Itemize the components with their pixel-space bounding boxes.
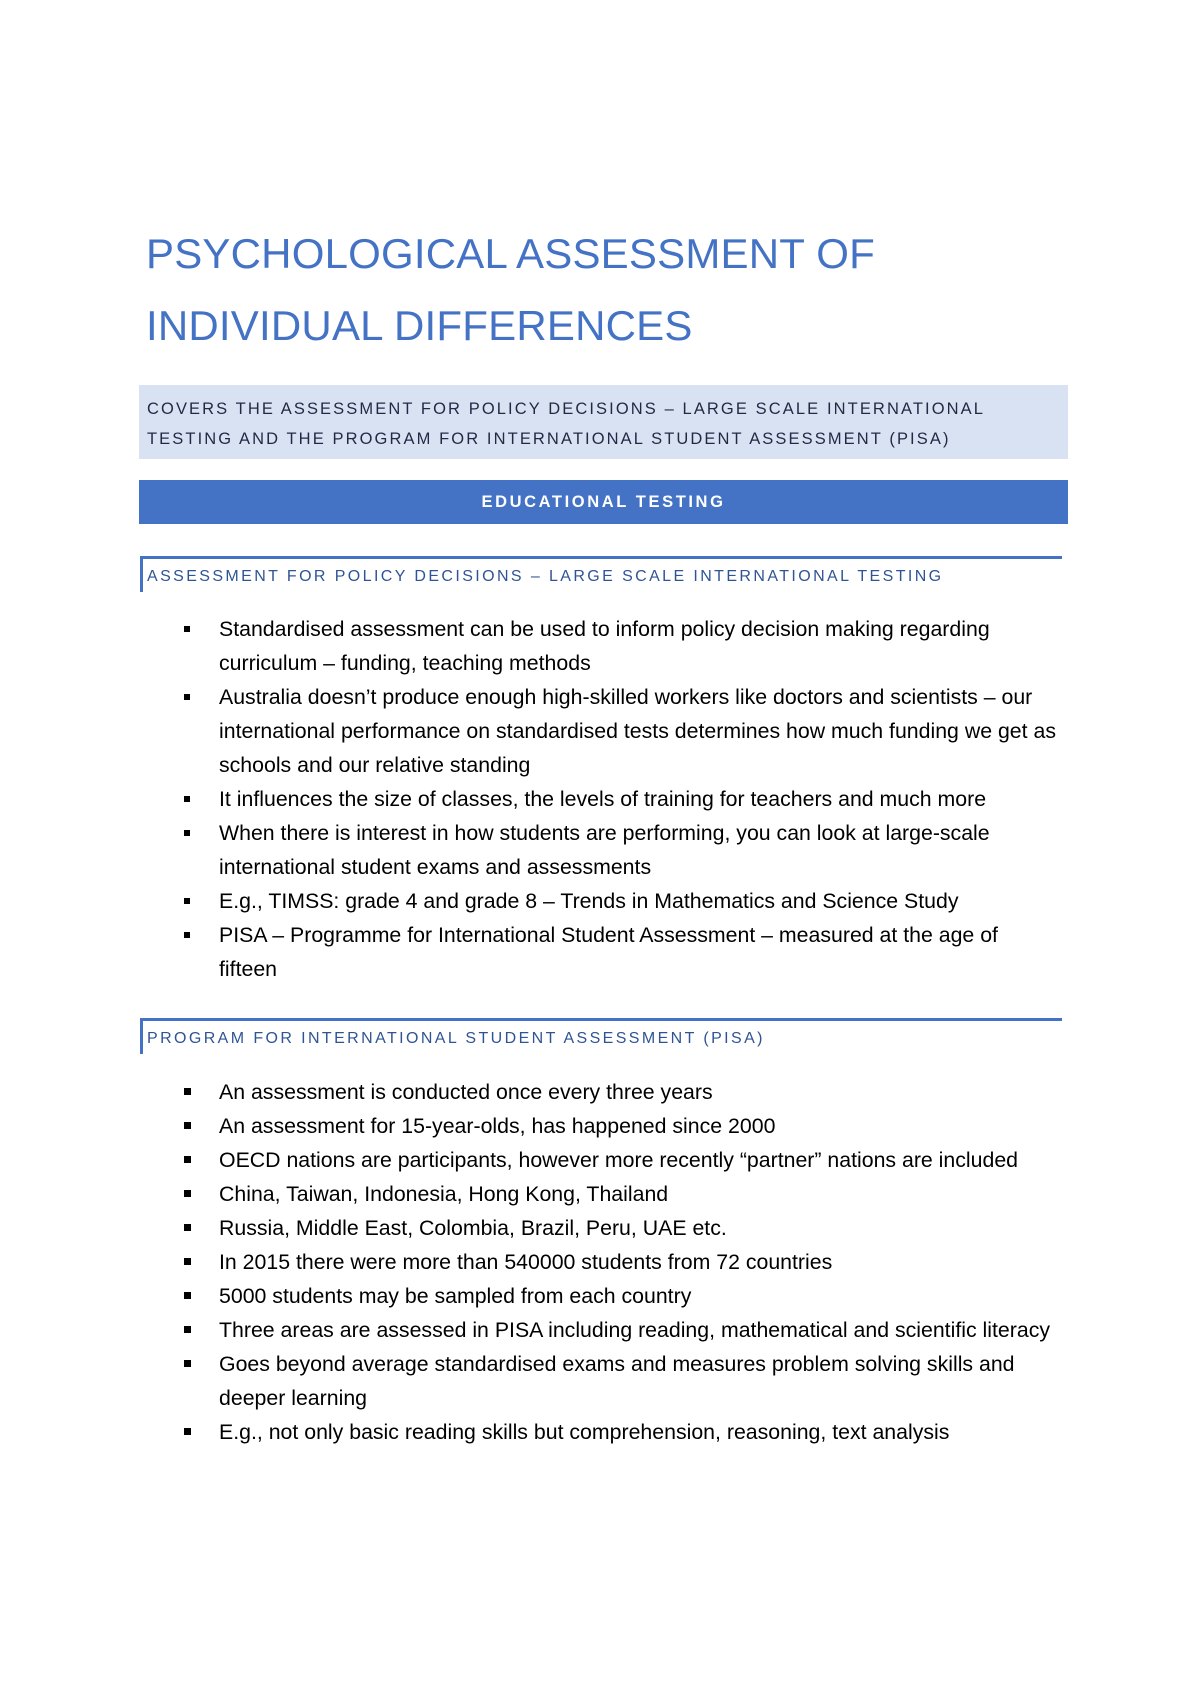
square-bullet-icon	[184, 1088, 191, 1095]
list-item	[0, 1177, 1200, 1211]
list-item	[0, 884, 1200, 918]
square-bullet-icon	[184, 1292, 191, 1299]
title-line-2: INDIVIDUAL DIFFERENCES	[146, 302, 693, 349]
list-item-text: Australia doesn’t produce enough high-skilled workers like doctors and scientists – our international performance on standardised tests determines how much funding we get as schools and our relative standing	[219, 685, 1056, 777]
square-bullet-icon	[184, 1190, 191, 1197]
list-item	[0, 1109, 1200, 1143]
section-heading-text: PROGRAM FOR INTERNATIONAL STUDENT ASSESSMENT (PISA)	[147, 1030, 765, 1047]
square-bullet-icon	[184, 626, 190, 632]
subtitle-line-1: COVERS THE ASSESSMENT FOR POLICY DECISIONS – LARGE SCALE INTERNATIONAL	[147, 400, 986, 418]
list-item	[0, 1143, 1200, 1177]
square-bullet-icon	[184, 1360, 191, 1367]
title-line-1: PSYCHOLOGICAL ASSESSMENT OF	[146, 230, 875, 277]
square-bullet-icon	[184, 694, 190, 700]
list-item-text: In 2015 there were more than 540000 students from 72 countries	[219, 1250, 833, 1274]
list-item-text: E.g., TIMSS: grade 4 and grade 8 – Trends in Mathematics and Science Study	[219, 889, 959, 913]
list-item	[0, 1075, 1200, 1109]
list-item-text: China, Taiwan, Indonesia, Hong Kong, Thailand	[219, 1182, 669, 1206]
list-item-text: Standardised assessment can be used to inform policy decision making regarding curriculum – funding, teaching methods	[219, 617, 990, 675]
list-item	[0, 1415, 1200, 1449]
list-item	[0, 1211, 1200, 1245]
list-item-text: When there is interest in how students are performing, you can look at large-scale international student exams and assessments	[219, 821, 990, 879]
list-item-text: E.g., not only basic reading skills but comprehension, reasoning, text analysis	[219, 1420, 950, 1444]
list-item	[0, 782, 1200, 816]
subtitle-box	[139, 385, 1068, 459]
square-bullet-icon	[184, 1258, 191, 1265]
list-item-text: OECD nations are participants, however more recently “partner” nations are included	[219, 1148, 1019, 1172]
list-item-text: Three areas are assessed in PISA including reading, mathematical and scientific literacy	[219, 1318, 1051, 1342]
list-item-text: Goes beyond average standardised exams and measures problem solving skills and deeper learning	[219, 1352, 1015, 1410]
list-item	[0, 680, 1200, 782]
list-item	[0, 1279, 1200, 1313]
list-item-text: An assessment for 15-year-olds, has happened since 2000	[219, 1114, 776, 1138]
list-item	[0, 1347, 1200, 1415]
square-bullet-icon	[184, 796, 190, 802]
list-item-text: 5000 students may be sampled from each country	[219, 1284, 692, 1308]
bullet-list-pisa	[0, 1075, 1200, 1449]
bullet-list-policy-decisions	[0, 612, 1200, 986]
list-item-text: It influences the size of classes, the levels of training for teachers and much more	[219, 787, 987, 811]
square-bullet-icon	[184, 1224, 191, 1231]
square-bullet-icon	[184, 1156, 191, 1163]
square-bullet-icon	[184, 898, 190, 904]
list-item	[0, 1245, 1200, 1279]
list-item	[0, 918, 1200, 986]
section-heading-policy-decisions	[140, 556, 1062, 592]
document-title	[146, 218, 1106, 362]
section-heading-text: ASSESSMENT FOR POLICY DECISIONS – LARGE SCALE INTERNATIONAL TESTING	[147, 568, 944, 585]
list-item	[0, 1313, 1200, 1347]
list-item-text: An assessment is conducted once every three years	[219, 1080, 713, 1104]
list-item-text: PISA – Programme for International Student Assessment – measured at the age of fifteen	[219, 923, 998, 981]
square-bullet-icon	[184, 830, 190, 836]
list-item	[0, 612, 1200, 680]
section-banner	[139, 480, 1068, 524]
square-bullet-icon	[184, 1326, 191, 1333]
subtitle-line-2: TESTING AND THE PROGRAM FOR INTERNATIONAL STUDENT ASSESSMENT (PISA)	[147, 430, 951, 448]
section-heading-pisa	[140, 1018, 1062, 1054]
square-bullet-icon	[184, 932, 190, 938]
list-item	[0, 816, 1200, 884]
square-bullet-icon	[184, 1122, 191, 1129]
list-item-text: Russia, Middle East, Colombia, Brazil, Peru, UAE etc.	[219, 1216, 727, 1240]
square-bullet-icon	[184, 1428, 191, 1435]
section-banner-text: EDUCATIONAL TESTING	[481, 492, 726, 511]
